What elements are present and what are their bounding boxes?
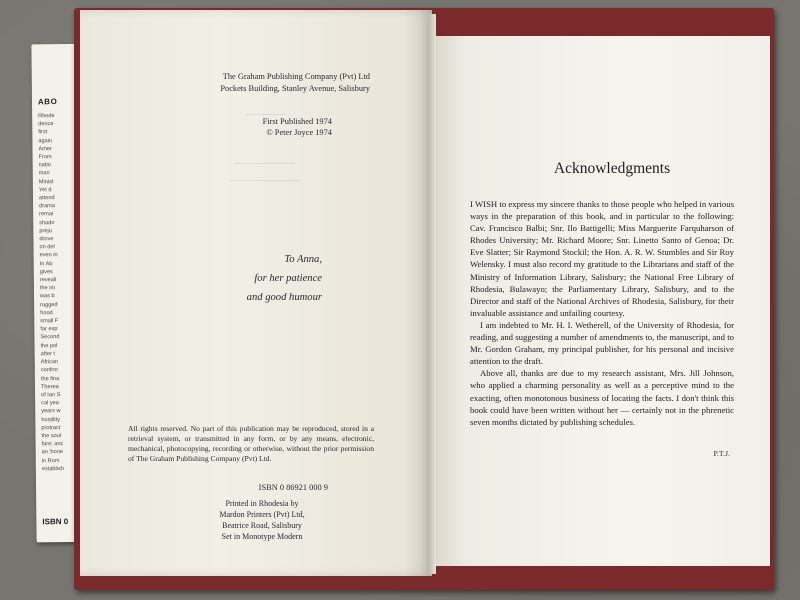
author-initials: P.T.J. xyxy=(713,449,730,458)
isbn-number: ISBN 0 86921 000 9 xyxy=(258,483,328,492)
jacket-heading: ABO xyxy=(37,97,58,107)
publisher-address: Pockets Building, Stanley Avenue, Salisbury xyxy=(220,84,370,93)
jacket-line: fare; anc xyxy=(41,441,64,448)
jacket-line: in Rom xyxy=(41,457,60,464)
jacket-line: rugged xyxy=(40,301,58,308)
jacket-line: Minist xyxy=(38,178,54,185)
jacket-line: Therea xyxy=(40,383,59,391)
jacket-line: hostility xyxy=(41,416,61,423)
jacket-line: drove xyxy=(39,236,54,243)
jacket-line: cal yea xyxy=(41,400,59,407)
jacket-line: natio xyxy=(38,162,51,169)
publisher-name: The Graham Publishing Company (Pvt) Ltd xyxy=(222,72,370,81)
jacket-line: Second xyxy=(40,334,60,341)
jacket-line: the im xyxy=(39,285,56,292)
jacket-line: African xyxy=(40,359,59,366)
jacket-line: Amer xyxy=(38,145,52,153)
acknowledgments-paragraph: I WISH to express my sincere thanks to those people who helped in various ways in the preparation of this book, and in particular to the following: Cav. Francisco Balbi; Snr. Ilo Battigelli; Miss Marguerite Farquharson of Rhodes University; Mr. Richard Moore; Snr. Linetto Santo of Genoa; Dr. Eve Slatter; Sir Raymond Stockil; the Hon. A. R. W. Stumbles and Sir Roy Welensky. I must also record my gratitude to the Librarians and staff of the Ministry of Information Library, Salisbury; the National Free Library of Rhodesia, Bulawayo; the Parliamentary Library, Salisbury, and to the Director and staff of the National Archives of Rhodesia, Salisbury, for their invaluable assistance and unfailing courtesy. xyxy=(470,199,734,318)
jacket-line: first xyxy=(38,129,48,136)
jacket-line: small F xyxy=(40,318,59,325)
printer-line: Mardon Printers (Pvt) Ltd, xyxy=(219,510,305,519)
jacket-line: drama xyxy=(39,203,55,210)
publisher-block xyxy=(200,71,370,95)
dedication xyxy=(180,250,322,307)
jacket-line: an 'hone xyxy=(41,449,63,456)
printer-line: Printed in Rhodesia by xyxy=(225,499,299,508)
first-published: First Published 1974 xyxy=(262,117,332,126)
acknowledgments-paragraph: Above all, thanks are due to my research assistant, Mrs. Jill Johnson, who applied a charming personality as well as a perceptive mind to the exacting, often monotonous business of locating the facts. I don't think this book could have been written without her — certainly not in the phrenetic seven months dictated by publishing schedules. xyxy=(470,368,734,427)
jacket-line: shado xyxy=(39,219,55,226)
printer-block xyxy=(200,498,324,542)
jacket-line: reveali xyxy=(39,277,57,284)
jacket-line: was b xyxy=(40,293,55,300)
edition-block xyxy=(200,116,332,138)
rights-notice: All rights reserved. No part of this publication may be reproduced, stored in a retrieval system, or transmitted in any form, or by any means, electronic, mechanical, photocopying, recording or otherwise, without the prior permission of The Graham Publishing Company (Pvt) Ltd. xyxy=(128,424,374,463)
jacket-line: establish xyxy=(41,465,64,473)
acknowledgments-body xyxy=(470,198,734,428)
book-gutter xyxy=(428,14,436,574)
jacket-line: of Ian S xyxy=(41,392,61,399)
jacket-line: In Ab xyxy=(39,260,53,267)
dedication-line: and good humour xyxy=(246,292,322,303)
jacket-line: even in xyxy=(39,252,58,259)
jacket-line: on del xyxy=(39,244,55,251)
jacket-line: preju xyxy=(39,228,52,235)
jacket-line: years w xyxy=(41,408,61,415)
jacket-line: again xyxy=(38,137,53,144)
printer-line: Set in Monotype Modern xyxy=(221,532,303,541)
jacket-isbn: ISBN 0 xyxy=(42,517,69,527)
jacket-line: gives xyxy=(39,269,53,276)
jacket-line: Yet d xyxy=(38,187,52,194)
jacket-line: Rhode xyxy=(38,113,55,120)
jacket-line: protract xyxy=(41,424,61,432)
jacket-line: dence xyxy=(38,121,54,128)
acknowledgments-paragraph: I am indebted to Mr. H. I. Wetherell, of the University of Rhodesia, for reading, and suggesting a number of amendments to, the manuscript, and to Mr. Gordon Graham, my principal publisher, for his personal and incisive attention to the draft. xyxy=(470,319,734,367)
dedication-line: for her patience xyxy=(254,273,322,284)
jacket-line: hood xyxy=(40,310,53,317)
jacket-line: far exp xyxy=(40,326,58,333)
jacket-line: the soul xyxy=(41,433,62,440)
printer-line: Beatrice Road, Salisbury xyxy=(222,521,302,530)
jacket-line: confror xyxy=(40,367,59,374)
jacket-line: the pol xyxy=(40,342,58,349)
jacket-line: after t xyxy=(40,351,55,358)
jacket-line: attend xyxy=(38,195,55,202)
copyright-line: © Peter Joyce 1974 xyxy=(266,128,332,137)
jacket-line: the fina xyxy=(40,375,60,382)
jacket-line: man xyxy=(38,170,50,177)
jacket-line: remai xyxy=(39,211,54,218)
jacket-line: From xyxy=(38,154,52,161)
acknowledgments-title: Acknowledgments xyxy=(553,160,671,177)
dedication-line: To Anna, xyxy=(284,254,322,265)
